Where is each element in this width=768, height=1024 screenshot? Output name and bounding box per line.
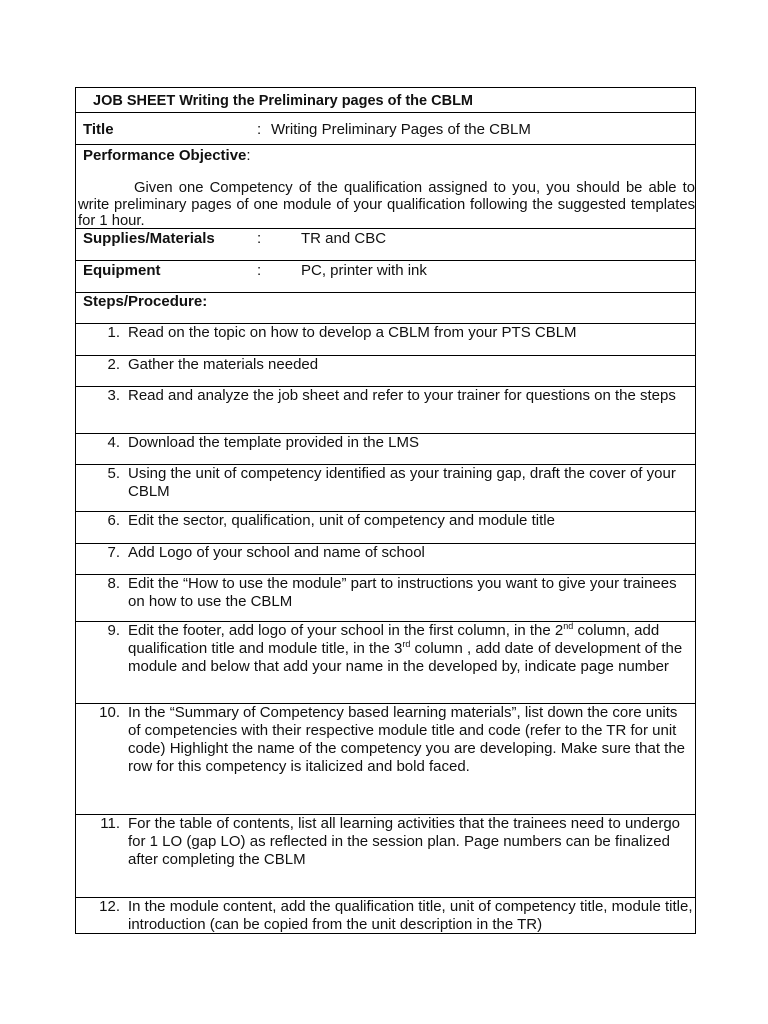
title-colon: : <box>257 121 262 138</box>
title-row <box>75 112 696 145</box>
step-number: 11. <box>100 815 120 832</box>
step-number: 4. <box>107 434 120 451</box>
supplies-colon: : <box>257 230 262 247</box>
steps-label-row <box>75 292 696 324</box>
heading-row <box>75 87 696 113</box>
performance-objective-row <box>75 144 696 229</box>
job-sheet-heading: JOB SHEET Writing the Preliminary pages of the CBLM <box>93 93 474 109</box>
step-number: 12. <box>99 898 120 915</box>
step-text: Edit the sector, qualification, unit of competency and module title <box>128 512 555 529</box>
step-row <box>75 511 696 544</box>
step-row <box>75 621 696 704</box>
step-text: Gather the materials needed <box>128 356 319 373</box>
performance-objective-heading <box>83 147 251 164</box>
step-row <box>75 433 696 465</box>
step-text: Download the template provided in the LMS <box>128 434 420 451</box>
step-text: Using the unit of competency identified as your training gap, draft the cover of your CBLM <box>128 465 676 500</box>
step-row <box>75 323 696 356</box>
step-text: In the module content, add the qualification title, unit of competency title, module title, introduction (can be copied from the unit description in the TR) <box>128 898 693 933</box>
supplies-value: TR and CBC <box>301 230 387 247</box>
equipment-label: Equipment <box>83 262 161 279</box>
step-number: 3. <box>107 387 120 404</box>
equipment-value: PC, printer with ink <box>301 262 427 279</box>
step-text-part: Edit the footer, add logo of your school in the first column, in the 2 <box>128 622 564 639</box>
performance-objective-label: Performance Objective <box>83 147 247 164</box>
step-text-part: column, add qualification title and module title, in the 3 <box>128 622 660 657</box>
step-number: 6. <box>107 512 120 529</box>
step-text <box>128 622 693 676</box>
step-number: 10. <box>99 704 120 721</box>
step-row <box>75 897 696 934</box>
step-text: Read on the topic on how to develop a CBLM from your PTS CBLM <box>128 324 577 341</box>
step-row <box>75 386 696 434</box>
performance-objective-colon: : <box>246 147 251 164</box>
supplies-label: Supplies/Materials <box>83 230 215 247</box>
step-text: Read and analyze the job sheet and refer to your trainer for questions on the steps <box>128 387 676 404</box>
step-number: 8. <box>107 575 120 592</box>
step-number: 1. <box>107 324 120 341</box>
step-row <box>75 574 696 622</box>
step-number: 9. <box>107 622 120 639</box>
ordinal-superscript: rd <box>402 639 411 649</box>
equipment-colon: : <box>257 262 262 279</box>
step-row <box>75 543 696 575</box>
step-row <box>75 703 696 815</box>
ordinal-superscript: nd <box>563 621 574 631</box>
step-number: 5. <box>107 465 120 482</box>
step-text: Edit the “How to use the module” part to instructions you want to give your trainees on how to use the CBLM <box>128 575 677 610</box>
performance-objective-text: Given one Competency of the qualification assigned to you, you should be able to write preliminary pages of one module of your qualification following the suggested templates for 1 hour. <box>78 180 695 229</box>
step-row <box>75 814 696 898</box>
step-number: 7. <box>107 544 120 561</box>
step-text: In the “Summary of Competency based learning materials”, list down the core units of competencies with their respective module title and code (refer to the TR for unit code) Highlight the name of the competency you are developing. Make sure that the row for this competency is italicized and bold faced. <box>128 704 685 775</box>
title-label: Title <box>83 121 114 138</box>
step-text: For the table of contents, list all learning activities that the trainees need to undergo for 1 LO (gap LO) as reflected in the session plan. Page numbers can be finalized after completing the CBLM <box>128 815 680 868</box>
equipment-row <box>75 260 696 293</box>
step-row <box>75 355 696 387</box>
step-row <box>75 464 696 512</box>
title-value: Writing Preliminary Pages of the CBLM <box>271 121 531 138</box>
supplies-row <box>75 228 696 261</box>
step-number: 2. <box>107 356 120 373</box>
steps-label: Steps/Procedure: <box>83 293 208 310</box>
step-text-part: column , add date of development of the module and below that add your name in the developed by, indicate page number <box>128 640 683 675</box>
step-text: Add Logo of your school and name of school <box>128 544 425 561</box>
